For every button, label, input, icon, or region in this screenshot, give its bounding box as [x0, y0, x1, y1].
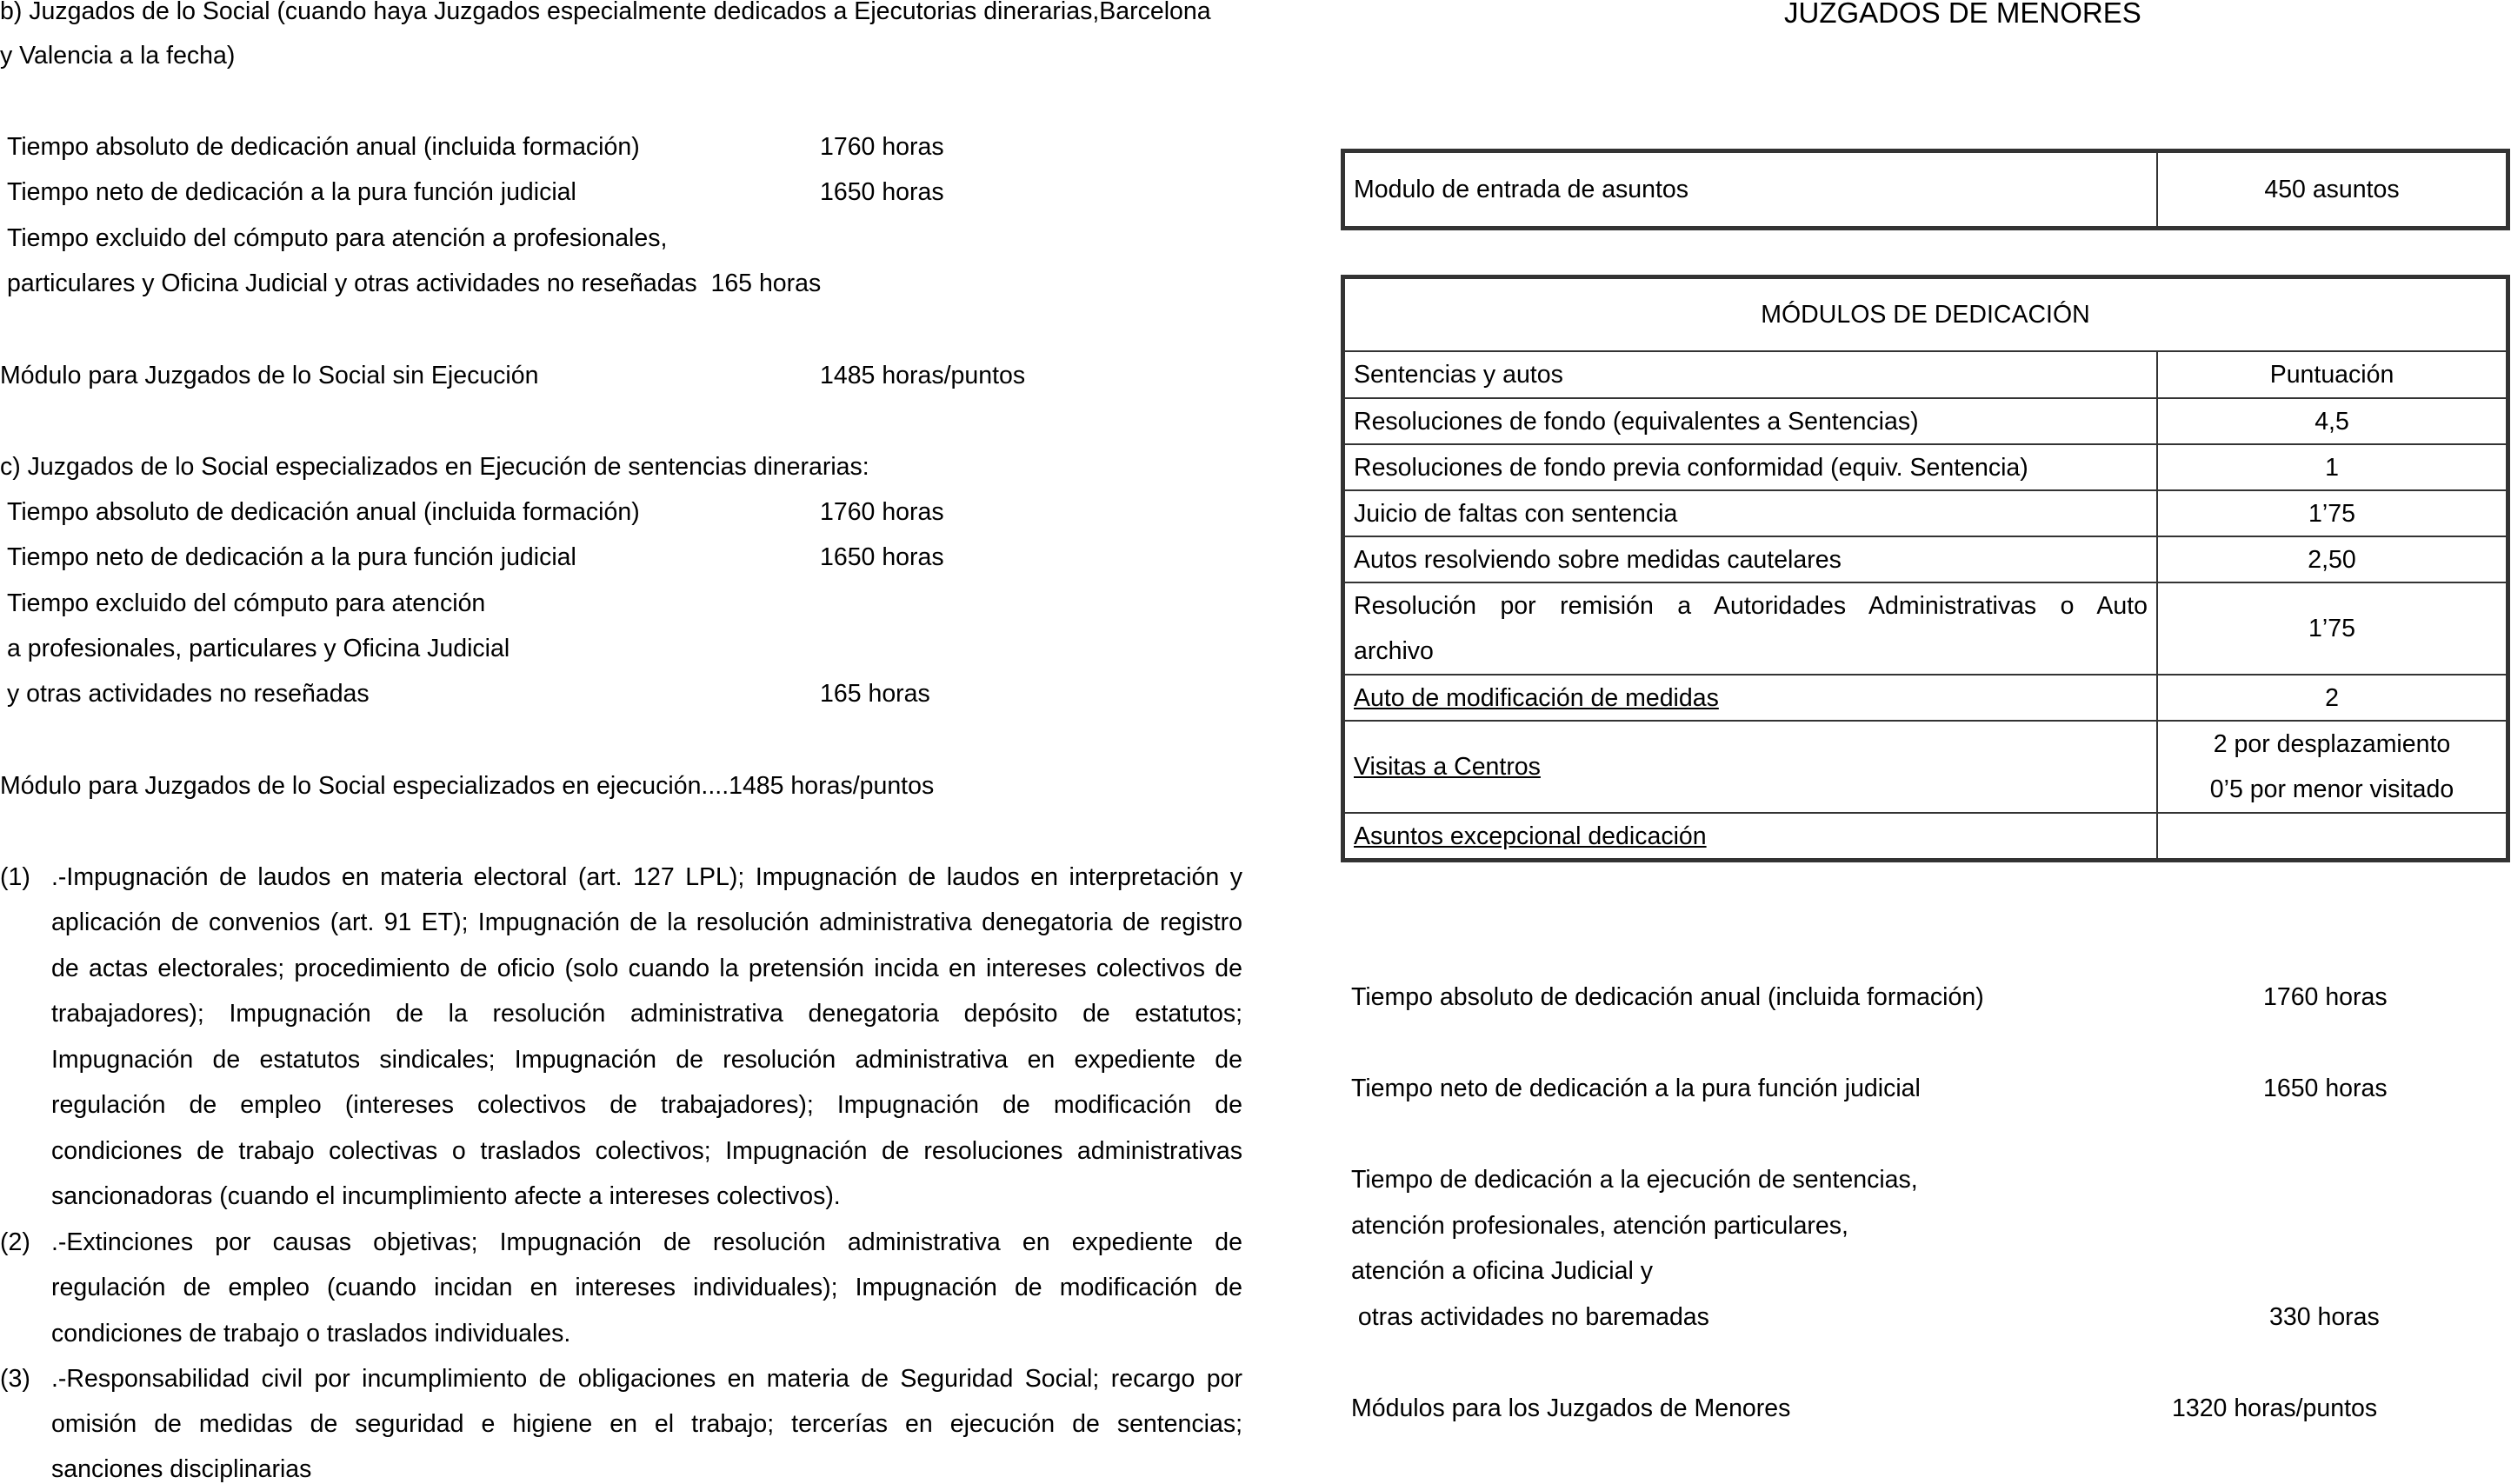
b-module-label: Módulo para Juzgados de lo Social sin Ejecución: [0, 362, 539, 389]
c-module-line: Módulo para Juzgados de lo Social especializados en ejecución....1485 horas/puntos: [0, 772, 935, 800]
excepcional-value: [2157, 813, 2507, 859]
excepcional-text: Asuntos excepcional dedicación: [1354, 822, 1707, 850]
c-excluded-line: Tiempo excluido del cómputo para atención: [7, 589, 486, 617]
b-row-label: Tiempo absoluto de dedicación anual (incluida formación): [7, 133, 640, 161]
auto-modificacion-text: Auto de modificación de medidas: [1354, 683, 1719, 712]
c-excluded-line: a profesionales, particulares y Oficina Judicial: [7, 635, 510, 662]
note-line: aplicación de convenios (art. 91 ET); Impugnación de la resolución administrativa denegatoria de registro: [51, 908, 1242, 936]
c-row-value: 1760 horas: [820, 498, 944, 526]
b-excluded-line: Tiempo excluido del cómputo para atención a profesionales,: [7, 224, 668, 252]
dedicacion-table: [1343, 277, 2508, 860]
row-label: Juicio de faltas con sentencia: [1344, 490, 2157, 536]
auto-modificacion-label: [1344, 675, 2157, 721]
b-excluded-line: particulares y Oficina Judicial y otras actividades no reseñadas 165 horas: [7, 270, 822, 297]
entrada-table: [1343, 151, 2508, 228]
note-line: regulación de empleo (cuando incidan en intereses individuales); Impugnación de modificación de: [51, 1274, 1242, 1301]
c-excluded-value: 165 horas: [820, 680, 930, 708]
note-line: de actas electorales; procedimiento de oficio (solo cuando la pretensión incida en intereses colectivos de: [51, 955, 1242, 982]
modulo-label: Módulos para los Juzgados de Menores: [1351, 1394, 1791, 1422]
note-line: trabajadores); Impugnación de la resolución administrativa denegatoria depósito de estatutos;: [51, 1000, 1242, 1028]
ejecucion-line: atención a oficina Judicial y: [1351, 1257, 1653, 1285]
note-line: sanciones disciplinarias: [51, 1455, 312, 1483]
remision-value: 1’75: [2157, 582, 2507, 675]
note-line: .-Extinciones por causas objetivas; Impugnación de resolución administrativa en expediente de: [51, 1228, 1242, 1256]
note-line: sancionadoras (cuando el incumplimiento afecte a intereses colectivos).: [51, 1182, 841, 1210]
ejecucion-line: otras actividades no baremadas: [1351, 1303, 1709, 1331]
section-b-heading: b) Juzgados de lo Social (cuando haya Juzgados especialmente dedicados a Ejecutorias dinerarias,Barcelona: [0, 0, 1211, 25]
entrada-label: Modulo de entrada de asuntos: [1344, 152, 2157, 227]
modulo-value: 1320 horas/puntos: [2172, 1394, 2378, 1422]
row-value: 2,50: [2157, 536, 2507, 582]
row-value: 4,5: [2157, 398, 2507, 444]
note-line: condiciones de trabajo colectivas o traslados colectivos; Impugnación de resoluciones administrativas: [51, 1137, 1242, 1165]
b-row-value: 1650 horas: [820, 178, 944, 206]
visitas-label: [1344, 721, 2157, 813]
ejecucion-line: Tiempo de dedicación a la ejecución de sentencias,: [1351, 1166, 1918, 1194]
row-label: Autos resolviendo sobre medidas cautelares: [1344, 536, 2157, 582]
note-line: regulación de empleo (intereses colectivos de trabajadores); Impugnación de modificación de: [51, 1091, 1242, 1119]
b-row-label: Tiempo neto de dedicación a la pura función judicial: [7, 178, 576, 206]
c-row-value: 1650 horas: [820, 543, 944, 571]
tiempo-value: 1650 horas: [2263, 1075, 2388, 1102]
col-header-score: Puntuación: [2157, 351, 2507, 398]
c-row-label: Tiempo neto de dedicación a la pura función judicial: [7, 543, 576, 571]
row-value: 1: [2157, 444, 2507, 490]
b-module-value: 1485 horas/puntos: [820, 362, 1026, 389]
tiempo-label: Tiempo neto de dedicación a la pura función judicial: [1351, 1075, 1921, 1102]
remision-line: archivo: [1354, 637, 1434, 665]
section-b-heading-cont: y Valencia a la fecha): [0, 42, 236, 70]
c-excluded-line: y otras actividades no reseñadas: [7, 680, 370, 708]
note-line: .-Impugnación de laudos en materia electoral (art. 127 LPL); Impugnación de laudos en interpretación y: [51, 863, 1242, 891]
visitas-value-line: 0’5 por menor visitado: [2209, 775, 2454, 803]
b-row-value: 1760 horas: [820, 133, 944, 161]
ejecucion-value: 330 horas: [2269, 1303, 2380, 1331]
row-value: 1’75: [2157, 490, 2507, 536]
note-line: condiciones de trabajo o traslados individuales.: [51, 1320, 571, 1348]
note-number: (1): [0, 863, 30, 891]
page-title: JUZGADOS DE MENORES: [1784, 0, 2141, 29]
row-label: Resoluciones de fondo previa conformidad (equiv. Sentencia): [1344, 444, 2157, 490]
col-header-label: Sentencias y autos: [1344, 351, 2157, 398]
c-row-label: Tiempo absoluto de dedicación anual (incluida formación): [7, 498, 640, 526]
row-label: Resoluciones de fondo (equivalentes a Sentencias): [1344, 398, 2157, 444]
tiempo-label: Tiempo absoluto de dedicación anual (incluida formación): [1351, 983, 1984, 1011]
entrada-value: 450 asuntos: [2157, 152, 2507, 227]
visitas-text: Visitas a Centros: [1354, 753, 1541, 781]
tiempo-value: 1760 horas: [2263, 983, 2388, 1011]
section-c-heading: c) Juzgados de lo Social especializados en Ejecución de sentencias dinerarias:: [0, 453, 869, 481]
visitas-value-line: 2 por desplazamiento: [2213, 730, 2451, 758]
note-number: (2): [0, 1228, 30, 1256]
note-line: Impugnación de estatutos sindicales; Impugnación de resolución administrativa en expediente de: [51, 1046, 1242, 1074]
ejecucion-line: atención profesionales, atención particulares,: [1351, 1212, 1848, 1240]
excepcional-label: [1344, 813, 2157, 859]
visitas-value: [2157, 721, 2507, 813]
remision-cell: [1344, 582, 2157, 675]
remision-line: Resolución por remisión a Autoridades Administrativas o Auto: [1354, 592, 2148, 620]
note-line: omisión de medidas de seguridad e higiene en el trabajo; tercerías en ejecución de sentencias;: [51, 1410, 1242, 1438]
auto-modificacion-value: 2: [2157, 675, 2507, 721]
note-number: (3): [0, 1365, 30, 1393]
dedicacion-header: MÓDULOS DE DEDICACIÓN: [1344, 278, 2507, 351]
note-line: .-Responsabilidad civil por incumplimiento de obligaciones en materia de Seguridad Social; recargo por: [51, 1365, 1242, 1393]
